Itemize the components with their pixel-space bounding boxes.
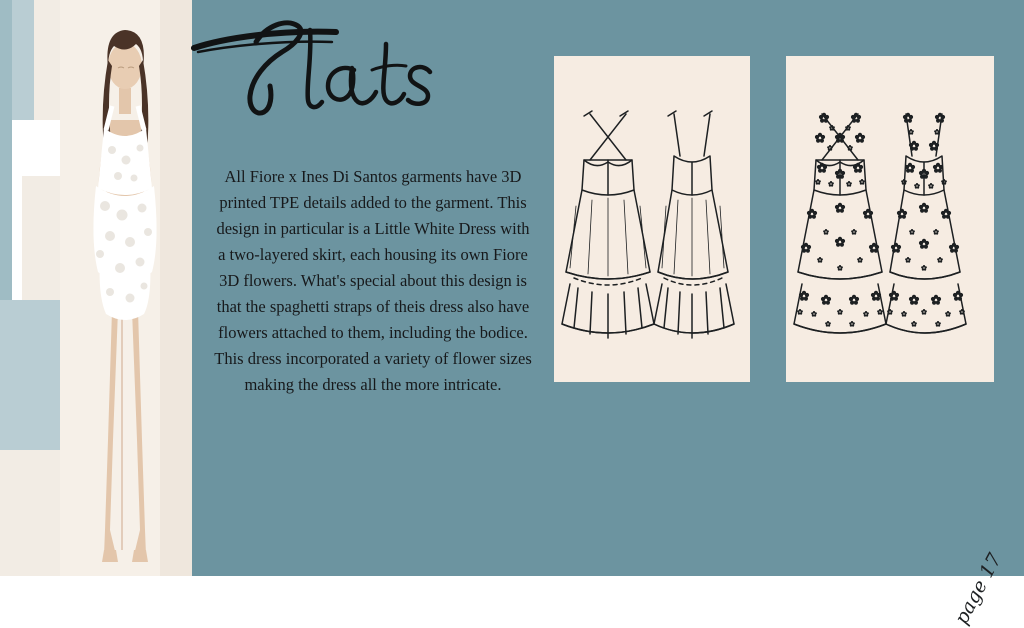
technical-flat-line-drawing-panel [554,56,750,382]
decor-block-5 [0,300,60,450]
body-paragraph: All Fiore x Ines Di Santos garments have 3D printed TPE details added to the garment. This design in particular is a Little White Dress with a two-layered skirt, each housing its own Fiore 3D flowers. What's special about this design is that the spaghetti straps of theis dress also have flowers attached to them, including the bodice. This dress incorporated a variety of flower sizes making the dress all the more intricate. [214,167,532,394]
fashion-croquis-illustration [60,10,190,570]
technical-flat-floral-detail-panel [786,56,994,382]
decor-block-4 [12,120,60,176]
decor-block-6 [0,450,60,576]
decor-block-3 [0,0,12,300]
title-block [186,8,456,128]
flat-sketch-line [554,56,750,382]
flat-sketch-floral [786,56,994,382]
page-number-label: page 17 [950,549,1006,628]
